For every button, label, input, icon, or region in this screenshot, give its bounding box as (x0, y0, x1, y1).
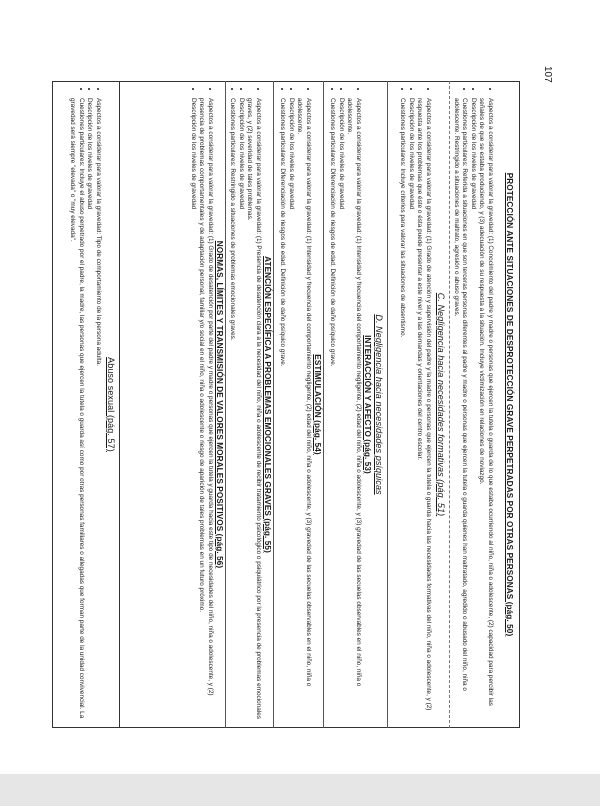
section-title-psiquicas: D. Negligencia hacia necesidades psíquicas (374, 314, 384, 495)
subsection-estimulacion-items (278, 88, 312, 722)
list-item: • Cuestiones particulares: Diferenciación de riesgos de edad. Definición de daño psíquico grave. (278, 98, 287, 722)
subsection-interaccion-items (328, 88, 362, 722)
list-item: • Descripción de los niveles de gravedad (336, 98, 345, 722)
page-number: 107 (542, 66, 553, 83)
divider (449, 81, 450, 728)
section-abuso-items (68, 88, 102, 722)
subsection-title-atencion: ATENCIÓN ESPECÍFICA A PROBLEMAS EMOCIONALES GRAVES (pág. 55) (263, 256, 272, 553)
list-item: • Cuestiones particulares: Incluye el abuso perpetrado por el padre, la madre, las personas que ejercen la tutela o guarda así como por otras personas familiares o allegadas que forman parte de la unidad convivencial. La gravedad será siempre "elevada" o "muy elevada". (68, 98, 85, 722)
list-item: • Cuestiones particulares: Incluye criterios para valorar las situaciones de absentismo. (398, 98, 407, 722)
list-item: • Descripción de los niveles de gravedad (236, 98, 245, 722)
divider (273, 81, 274, 728)
list-item: • Aspectos a considerar para valorar la gravedad: (1) Conocimiento del padre y madre o personas que ejercen la tutela o guarda de lo que estaba ocurriendo al niño, niña o adolescente, (2) capacidad para percibir las señales de que se estaba produciendo, y (3) adecuación de su respuesta a la situación. Incluye victimización en relaciones de noviazgo. (477, 98, 494, 722)
list-item: • Cuestiones particulares: Restringido a situaciones de problemas emocionales graves. (228, 98, 237, 722)
divider (225, 81, 226, 728)
subsection-title-interaccion: INTERACCIÓN Y AFECTO (pág. 53) (363, 335, 372, 474)
divider (387, 81, 388, 728)
list-item: • Aspectos a considerar para valorar la gravedad: (1) Grado de desatención por parte del padre y madre o personas que ejercen la tutela y guarda hacia este tipo de necesidades del niño, niña o adolescente, y (2) presencia de problemas comportamentales y de adaptación personal, familiar y/o social en el niño, niña o adolescente o riesgo de aparición de tales problemas en un futuro próximo. (197, 98, 214, 722)
section-title-proteccion: PROTECCIÓN ANTE SITUACIONES DE DESPROTECCIÓN GRAVE PERPETRADAS POR OTRAS PERSONAS (pág. 50) (505, 172, 514, 637)
subsection-normas-items (188, 88, 214, 722)
section-title-formativas: C. Negligencia hacia necesidades formativas (pág. 51) (436, 292, 446, 517)
subsection-title-normas: NORMAS, LÍMITES Y TRANSMISIÓN DE VALORES MORALES POSITIVOS (pág. 56) (215, 240, 224, 569)
section-formativas-items (398, 88, 432, 722)
list-item: • Aspectos a considerar para valorar la gravedad: (1) Grado de atención y supervisión del padre y la madre o personas que ejercen la tutela o guarda hacia las necesidades formativas del niño, niña o adolescente, y (2) respuesta ante los problemas que éste o ésta puede presentar a este nivel y a las demandas y orientaciones del centro escolar. (415, 98, 432, 722)
list-item: • Cuestiones particulares: Diferenciación de riesgos de edad. Definición de daño psíquico grave. (328, 98, 337, 722)
divider (323, 81, 324, 728)
list-item: • Descripción de los niveles de gravedad (406, 98, 415, 722)
section-title-abuso-sexual: Abuso sexual (pág. 57) (106, 357, 116, 452)
list-item: • Aspectos a considerar para valorar la gravedad: (1) Intensidad y frecuencia del comportamiento negligente, (2) edad del niño, niña o adolescente, y (3) gravedad de las secuelas observables en el niño, niña o adolescente. (295, 98, 312, 722)
list-item: • Aspectos a considerar para valorar la gravedad: (1) Intensidad y frecuencia del comportamiento negligente, (2) edad del niño, niña o adolescente, y (3) gravedad de las secuelas observables en el niño, niña o adolescente. (345, 98, 362, 722)
list-item: • Descripción de los niveles de gravedad (286, 98, 295, 722)
list-item: • Descripción de los niveles de gravedad (188, 98, 197, 722)
list-item: • Aspectos a considerar para valorar la gravedad: Tipo de comportamiento de la persona adulta. (93, 98, 102, 722)
list-item: • Descripción de los niveles de gravedad (468, 98, 477, 722)
list-item: • Descripción de los niveles de gravedad (85, 98, 94, 722)
list-item: • Cuestiones particulares: Referida a situaciones en que son terceras personas diferentes al padre y madre o personas que ejercen la tutela o guarda quienes han maltratado, agredido o abusado del niño, niña o adolescente. Restringido a situaciones de maltrato, agresión o abuso graves. (451, 98, 468, 722)
section-proteccion-items (451, 88, 494, 722)
subsection-atencion-items (228, 88, 262, 722)
subsection-title-estimulacion: ESTIMULACIÓN (pág. 54) (313, 354, 322, 455)
list-item: • Aspectos a considerar para valorar la gravedad: (1) Presencia de desatención clara a la necesidad del niño, niña o adolescente de recibir tratamiento psicológico o psiquiátrico por la presencia de problemas emocionales graves, y (2) severidad de tales problemas. (245, 98, 262, 722)
